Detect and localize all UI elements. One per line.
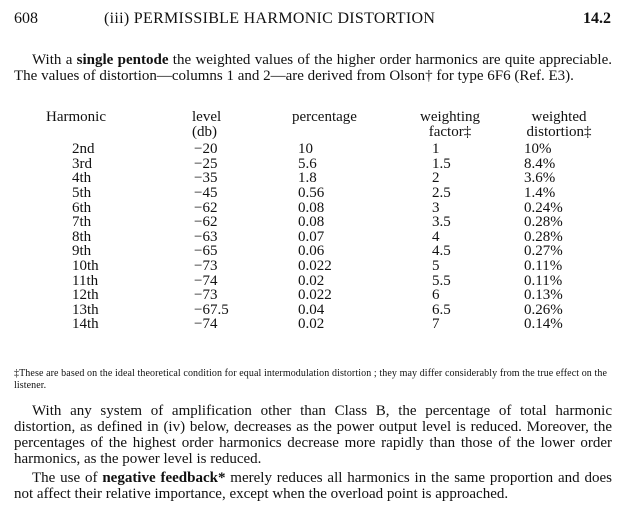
page-number: 608 bbox=[14, 10, 38, 27]
cell-factor: 4.5 bbox=[432, 243, 451, 260]
cell-distortion: 0.13% bbox=[524, 287, 563, 304]
cell-distortion: 10% bbox=[524, 141, 552, 158]
cell-percentage: 0.04 bbox=[298, 301, 325, 318]
table-row bbox=[14, 171, 612, 186]
cell-harmonic: 14th bbox=[72, 316, 99, 333]
cell-distortion: 0.24% bbox=[524, 199, 563, 216]
cell-percentage: 0.022 bbox=[298, 257, 332, 274]
intro-paragraph bbox=[14, 52, 612, 84]
cell-percentage: 0.06 bbox=[298, 243, 325, 260]
cell-factor: 5 bbox=[432, 257, 440, 274]
intro-text-1: With a bbox=[32, 52, 77, 68]
cell-harmonic: 2nd bbox=[72, 141, 95, 158]
cell-percentage: 1.8 bbox=[298, 170, 317, 187]
cell-level: −73 bbox=[194, 257, 218, 274]
cell-factor: 1 bbox=[432, 141, 440, 158]
table-row bbox=[14, 274, 612, 289]
header-weighting: weighting bbox=[420, 109, 480, 125]
cell-level: −35 bbox=[194, 170, 218, 187]
cell-factor: 2.5 bbox=[432, 184, 451, 201]
cell-level: −65 bbox=[194, 243, 218, 260]
cell-percentage: 10 bbox=[298, 141, 313, 158]
cell-factor: 1.5 bbox=[432, 155, 451, 172]
cell-percentage: 5.6 bbox=[298, 155, 317, 172]
table-row bbox=[14, 215, 612, 230]
header-level: level bbox=[192, 109, 222, 125]
paragraph-2 bbox=[14, 403, 612, 467]
header-harmonic: Harmonic bbox=[46, 109, 106, 125]
cell-factor: 3 bbox=[432, 199, 440, 216]
table-row bbox=[14, 139, 612, 157]
table-header-row-2 bbox=[14, 125, 612, 140]
intro-text-2: the weighted values of the higher order harmonics are quite appreciable. The values of distortion—columns 1 and 2—are derived from Olson† for type 6F6 (Ref. E3). bbox=[14, 52, 612, 84]
table-row bbox=[14, 186, 612, 201]
table-row bbox=[14, 157, 612, 172]
footnote: ‡These are based on the ideal theoretical condition for equal intermodulation distortion ; they may differ considerably from the true effect on the listener. bbox=[14, 368, 608, 391]
header-weighting-factor: factor‡ bbox=[428, 123, 472, 140]
cell-harmonic: 12th bbox=[72, 287, 99, 304]
cell-distortion: 3.6% bbox=[524, 170, 556, 187]
cell-harmonic: 6th bbox=[72, 199, 92, 216]
table-header-row bbox=[14, 110, 612, 125]
cell-level: −45 bbox=[194, 184, 218, 201]
cell-percentage: 0.56 bbox=[298, 184, 325, 201]
cell-distortion: 0.14% bbox=[524, 316, 563, 333]
intro-bold: single pentode bbox=[76, 52, 169, 68]
paragraph-2-text: With any system of amplification other than Class B, the percentage of total harmonic distortion, as defined in (iv) below, decreases as the power output level is reduced. Moreover, the percentages of the highest order harmonics decrease more rapidly than those of the lower order harmonics, as the power level is reduced. bbox=[14, 403, 612, 467]
table-row bbox=[14, 244, 612, 259]
cell-distortion: 0.11% bbox=[524, 272, 563, 289]
cell-factor: 6 bbox=[432, 287, 440, 304]
cell-percentage: 0.02 bbox=[298, 272, 325, 289]
table-row bbox=[14, 303, 612, 318]
cell-level: −67.5 bbox=[194, 301, 229, 318]
table-row bbox=[14, 288, 612, 303]
cell-distortion: 0.26% bbox=[524, 301, 563, 318]
cell-distortion: 0.28% bbox=[524, 228, 563, 245]
cell-distortion: 0.28% bbox=[524, 214, 563, 231]
cell-harmonic: 7th bbox=[72, 214, 92, 231]
cell-level: −20 bbox=[194, 141, 218, 158]
paragraph-3-bold: negative feedback* bbox=[102, 470, 226, 486]
cell-percentage: 0.08 bbox=[298, 214, 325, 231]
cell-level: −63 bbox=[194, 228, 218, 245]
paragraph-3 bbox=[14, 470, 612, 502]
table-row bbox=[14, 201, 612, 216]
paragraph-3-text-2: merely reduces all harmonics in the same proportion and does not affect their relative importance, except when the overload point is approached. bbox=[14, 470, 613, 502]
cell-harmonic: 11th bbox=[72, 272, 99, 289]
cell-harmonic: 5th bbox=[72, 184, 92, 201]
cell-factor: 7 bbox=[432, 316, 440, 333]
paragraph-3-text-1: The use of bbox=[32, 470, 103, 486]
header-weighted: weighted bbox=[531, 109, 587, 125]
cell-harmonic: 4th bbox=[72, 170, 92, 187]
cell-harmonic: 9th bbox=[72, 243, 92, 260]
table-row bbox=[14, 317, 612, 332]
cell-factor: 3.5 bbox=[432, 214, 451, 231]
cell-factor: 6.5 bbox=[432, 301, 451, 318]
cell-percentage: 0.07 bbox=[298, 228, 325, 245]
cell-distortion: 1.4% bbox=[524, 184, 556, 201]
cell-percentage: 0.02 bbox=[298, 316, 325, 333]
table-row bbox=[14, 259, 612, 274]
cell-percentage: 0.08 bbox=[298, 199, 325, 216]
cell-level: −74 bbox=[194, 316, 218, 333]
section-number: 14.2 bbox=[583, 10, 611, 27]
cell-level: −73 bbox=[194, 287, 218, 304]
cell-harmonic: 8th bbox=[72, 228, 92, 245]
cell-factor: 4 bbox=[432, 228, 440, 245]
cell-level: −74 bbox=[194, 272, 218, 289]
harmonic-distortion-table bbox=[14, 110, 612, 332]
cell-harmonic: 10th bbox=[72, 257, 99, 274]
cell-distortion: 8.4% bbox=[524, 155, 556, 172]
cell-level: −62 bbox=[194, 214, 218, 231]
cell-level: −62 bbox=[194, 199, 218, 216]
cell-percentage: 0.022 bbox=[298, 287, 332, 304]
header-level-unit: (db) bbox=[192, 123, 217, 140]
header-percentage: percentage bbox=[292, 109, 357, 125]
header-weighted-distortion: distortion‡ bbox=[526, 123, 592, 140]
page-header bbox=[14, 10, 611, 32]
cell-distortion: 0.11% bbox=[524, 257, 563, 274]
cell-level: −25 bbox=[194, 155, 218, 172]
cell-distortion: 0.27% bbox=[524, 243, 563, 260]
cell-factor: 5.5 bbox=[432, 272, 451, 289]
cell-harmonic: 3rd bbox=[72, 155, 92, 172]
cell-harmonic: 13th bbox=[72, 301, 99, 318]
cell-factor: 2 bbox=[432, 170, 440, 187]
table-row bbox=[14, 230, 612, 245]
section-title: (iii) PERMISSIBLE HARMONIC DISTORTION bbox=[104, 10, 436, 27]
